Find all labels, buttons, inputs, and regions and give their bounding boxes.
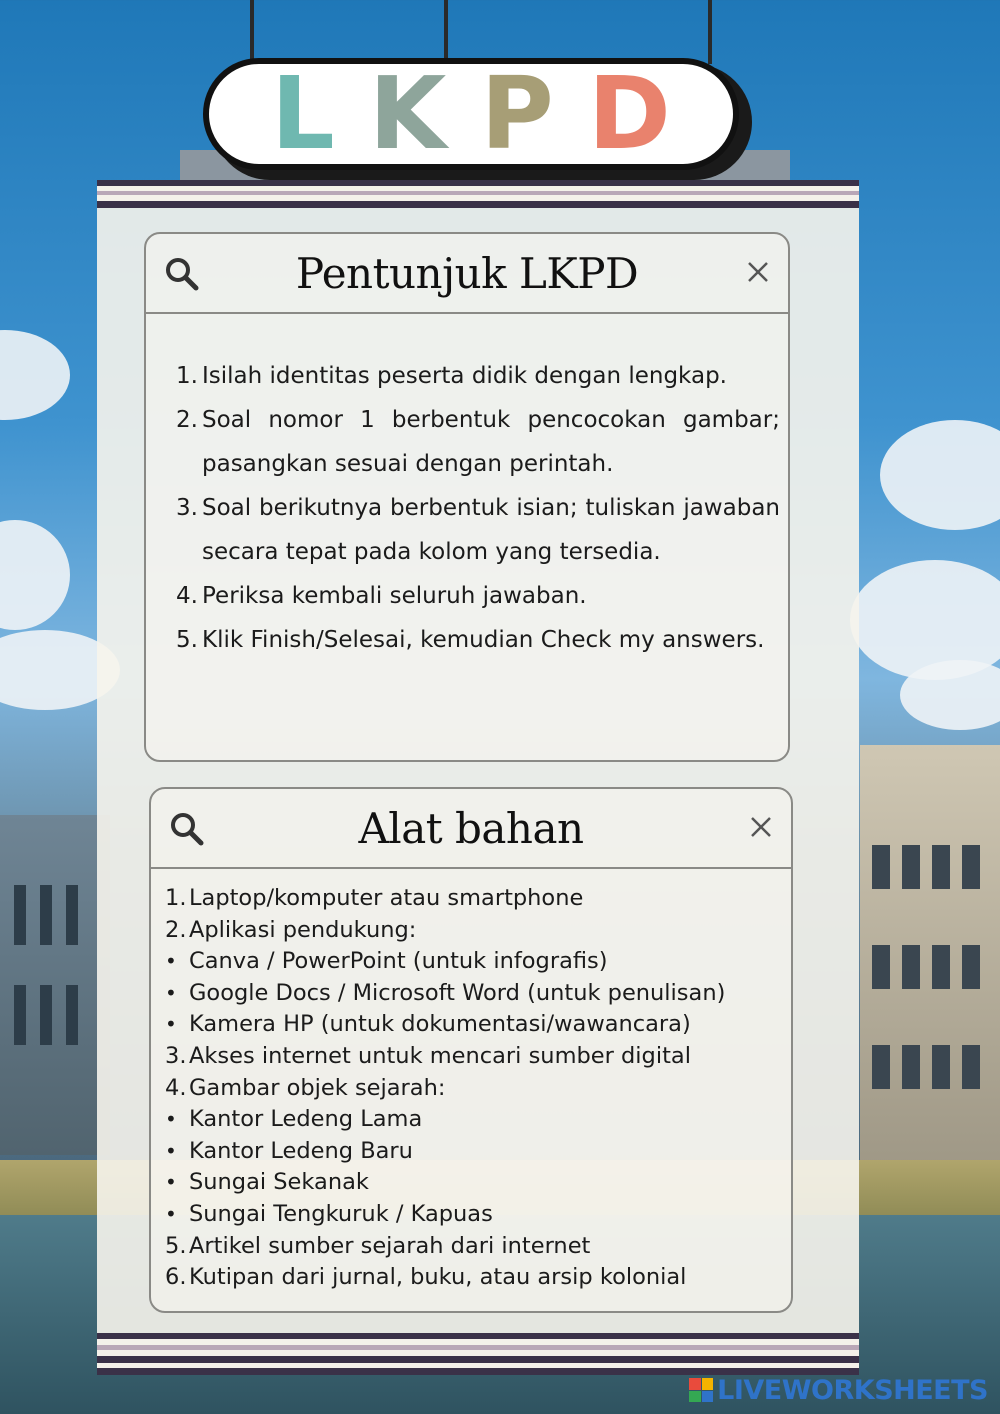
item-text: Sungai Sekanak — [189, 1169, 369, 1196]
list-item — [165, 883, 781, 915]
item-number: 3. — [165, 1042, 187, 1069]
instructions-list — [146, 314, 788, 662]
list-item — [165, 1009, 781, 1041]
list-item — [165, 1073, 781, 1105]
title-letter-d: D — [587, 55, 671, 172]
list-item — [165, 1231, 781, 1263]
title-letter-p: P — [480, 55, 554, 172]
item-text: Sungai Tengkuruk / Kapuas — [189, 1200, 493, 1227]
item-text: Soal nomor 1 berbentuk pencocokan gambar; pasangkan sesuai dengan perintah. — [202, 407, 780, 477]
list-item — [165, 1136, 781, 1168]
bullet: • — [165, 1138, 177, 1163]
item-text: Periksa kembali seluruh jawaban. — [202, 583, 587, 609]
liveworksheets-logo-icon — [689, 1378, 713, 1402]
item-number: 2. — [165, 916, 187, 943]
list-item — [165, 978, 781, 1010]
materials-card-header — [151, 789, 791, 869]
close-icon[interactable] — [749, 815, 773, 839]
item-text: Kantor Ledeng Lama — [189, 1106, 423, 1133]
list-item — [165, 1262, 781, 1294]
bullet: • — [165, 1012, 177, 1037]
close-icon[interactable] — [746, 260, 770, 284]
list-item — [165, 1041, 781, 1073]
item-number: 3. — [176, 495, 198, 521]
item-number: 6. — [165, 1264, 187, 1291]
materials-list — [151, 869, 791, 1294]
bullet: • — [165, 980, 177, 1005]
list-item — [176, 486, 780, 574]
item-text: Kantor Ledeng Baru — [189, 1137, 413, 1164]
item-number: 4. — [165, 1074, 187, 1101]
list-item — [165, 1199, 781, 1231]
item-text: Canva / PowerPoint (untuk infografis) — [189, 948, 608, 975]
item-text: Artikel sumber sejarah dari internet — [189, 1232, 591, 1259]
item-text: Google Docs / Microsoft Word (untuk penulisan) — [189, 979, 726, 1006]
item-text: Gambar objek sejarah: — [189, 1074, 446, 1101]
search-icon[interactable] — [169, 811, 205, 847]
item-number: 2. — [176, 407, 198, 433]
decorative-stripes-top — [97, 180, 859, 216]
watermark-text: LIVEWORKSHEETS — [717, 1374, 988, 1406]
materials-card — [149, 787, 793, 1313]
list-item — [165, 1104, 781, 1136]
item-text: Soal berikutnya berbentuk isian; tuliskan jawaban secara tepat pada kolom yang tersedia. — [202, 495, 780, 565]
instructions-card-header — [146, 234, 788, 314]
decorative-stripes-bottom — [97, 1333, 859, 1375]
bullet: • — [165, 1170, 177, 1195]
title-banner — [203, 55, 739, 172]
title-letter-l: L — [271, 55, 335, 172]
bullet: • — [165, 1201, 177, 1226]
item-text: Kutipan dari jurnal, buku, atau arsip kolonial — [189, 1264, 687, 1291]
search-icon[interactable] — [164, 256, 200, 292]
materials-title: Alat bahan — [358, 803, 584, 853]
list-item — [165, 1167, 781, 1199]
item-number: 4. — [176, 583, 198, 609]
list-item — [165, 915, 781, 947]
item-number: 5. — [176, 627, 198, 653]
item-text: Klik Finish/Selesai, kemudian Check my answers. — [202, 627, 765, 653]
list-item — [176, 574, 780, 618]
list-item — [165, 946, 781, 978]
item-text: Aplikasi pendukung: — [189, 916, 417, 943]
item-text: Laptop/komputer atau smartphone — [189, 885, 584, 911]
item-number: 5. — [165, 1232, 187, 1259]
list-item — [176, 618, 780, 662]
item-number: 1. — [165, 885, 187, 911]
title-letter-k: K — [368, 55, 447, 172]
instructions-title: Pentunjuk LKPD — [295, 248, 639, 298]
item-number: 1. — [176, 363, 198, 389]
item-text: Akses internet untuk mencari sumber digital — [189, 1042, 691, 1069]
list-item — [176, 354, 780, 398]
liveworksheets-watermark[interactable] — [689, 1374, 988, 1406]
item-text: Kamera HP (untuk dokumentasi/wawancara) — [189, 1011, 691, 1038]
bullet: • — [165, 949, 177, 974]
list-item — [176, 398, 780, 486]
instructions-card — [144, 232, 790, 762]
bullet: • — [165, 1107, 177, 1132]
item-text: Isilah identitas peserta didik dengan lengkap. — [202, 363, 727, 389]
